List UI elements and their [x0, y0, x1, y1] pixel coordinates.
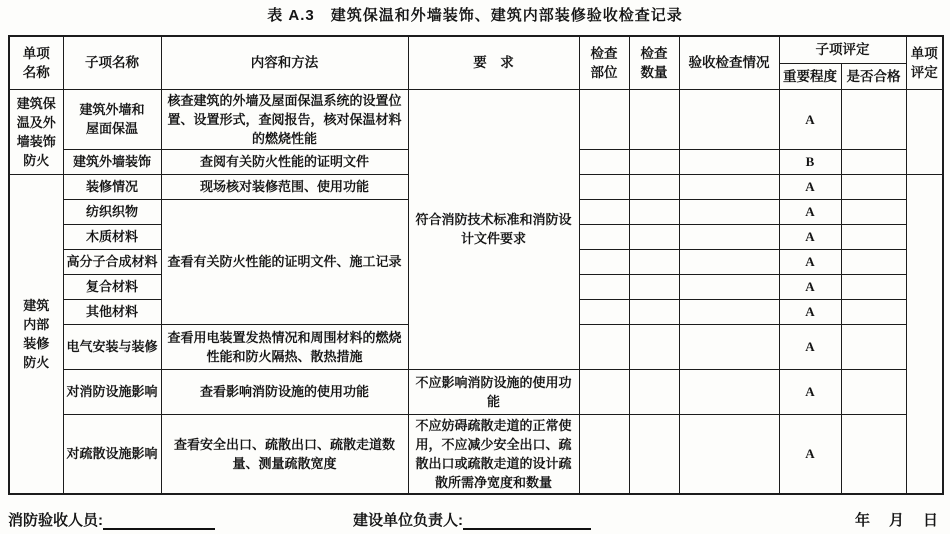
- group-name-insulation-label: 建筑保温及外墙装饰防火: [16, 95, 56, 168]
- acceptance-status-cell: [679, 199, 779, 224]
- check-quantity-cell: [629, 89, 679, 149]
- qualified-cell: [841, 324, 906, 369]
- group-name-interior-label: 建筑内部装修防火: [23, 297, 50, 370]
- requirement-cell: 不应影响消防设施的使用功能: [408, 369, 579, 414]
- acceptance-status-cell: [679, 299, 779, 324]
- check-location-cell: [579, 89, 629, 149]
- subitem-cell: 高分子合成材料: [63, 249, 161, 274]
- header-check-location: [579, 36, 629, 89]
- importance-value: A: [779, 414, 841, 494]
- subitem-cell: 其他材料: [63, 299, 161, 324]
- header-unit-rating-label: 单项评定: [910, 45, 938, 80]
- check-location-cell: [579, 149, 629, 174]
- header-check-quantity: [629, 36, 679, 89]
- check-quantity-cell: [629, 369, 679, 414]
- content-method-cell: 查看影响消防设施的使用功能: [161, 369, 408, 414]
- header-acceptance-status: 验收检查情况: [679, 36, 779, 89]
- group-name-interior: [9, 174, 63, 494]
- table-title: 表 A.3 建筑保温和外墙装饰、建筑内部装修验收检查记录: [267, 7, 683, 24]
- check-location-cell: [579, 199, 629, 224]
- acceptance-status-cell: [679, 369, 779, 414]
- qualified-cell: [841, 299, 906, 324]
- subitem-cell: 对消防设施影响: [63, 369, 161, 414]
- table-row: [9, 369, 943, 414]
- group-name-insulation: [9, 89, 63, 174]
- importance-value: A: [779, 369, 841, 414]
- builder-signature-line: [463, 511, 591, 530]
- header-subitem-rating: 子项评定: [779, 36, 906, 63]
- importance-value: B: [779, 149, 841, 174]
- importance-value: A: [779, 274, 841, 299]
- qualified-cell: [841, 369, 906, 414]
- header-content-method: 内容和方法: [161, 36, 408, 89]
- check-location-cell: [579, 274, 629, 299]
- subitem-cell: 电气安装与装修: [63, 324, 161, 369]
- signature-footer: [8, 508, 950, 530]
- header-importance: 重要程度: [779, 63, 841, 89]
- header-unit-name-label: 单项名称: [22, 45, 50, 80]
- check-quantity-cell: [629, 324, 679, 369]
- qualified-cell: [841, 174, 906, 199]
- check-quantity-cell: [629, 174, 679, 199]
- header-qualified: 是否合格: [841, 63, 906, 89]
- acceptance-status-cell: [679, 224, 779, 249]
- header-unit-name: [9, 36, 63, 89]
- acceptance-status-cell: [679, 274, 779, 299]
- subitem-cell: 建筑外墙装饰: [63, 149, 161, 174]
- content-method-cell: 查阅有关防火性能的证明文件: [161, 149, 408, 174]
- content-method-cell: 现场核对装修范围、使用功能: [161, 174, 408, 199]
- check-location-cell: [579, 174, 629, 199]
- acceptance-status-cell: [679, 149, 779, 174]
- content-method-cell: 核查建筑的外墙及屋面保温系统的设置位置、设置形式，查阅报告，核对保温材料的燃烧性能: [161, 89, 408, 149]
- acceptance-status-cell: [679, 414, 779, 494]
- qualified-cell: [841, 224, 906, 249]
- table-row: [9, 414, 943, 494]
- acceptance-status-cell: [679, 324, 779, 369]
- importance-value: A: [779, 89, 841, 149]
- check-quantity-cell: [629, 274, 679, 299]
- subitem-cell: [63, 89, 161, 149]
- check-location-cell: [579, 324, 629, 369]
- acceptance-status-cell: [679, 249, 779, 274]
- acceptance-status-cell: [679, 89, 779, 149]
- header-unit-rating: [906, 36, 943, 89]
- subitem-cell: 木质材料: [63, 224, 161, 249]
- builder-label: 建设单位负责人:: [353, 511, 463, 529]
- check-quantity-cell: [629, 149, 679, 174]
- importance-value: A: [779, 174, 841, 199]
- header-check-location-label: 检查部位: [590, 45, 618, 80]
- check-location-cell: [579, 369, 629, 414]
- qualified-cell: [841, 199, 906, 224]
- subitem-cell: 对疏散设施影响: [63, 414, 161, 494]
- date-label: 年 月 日: [854, 511, 940, 529]
- unit-rating-cell-group1: [906, 89, 943, 174]
- check-quantity-cell: [629, 414, 679, 494]
- subitem-cell: 复合材料: [63, 274, 161, 299]
- qualified-cell: [841, 274, 906, 299]
- check-location-cell: [579, 224, 629, 249]
- subitem-cell: 纺织织物: [63, 199, 161, 224]
- check-location-cell: [579, 299, 629, 324]
- check-location-cell: [579, 414, 629, 494]
- check-quantity-cell: [629, 299, 679, 324]
- content-method-cell-merged: 查看有关防火性能的证明文件、施工记录: [161, 199, 408, 324]
- content-method-cell: 查看安全出口、疏散出口、疏散走道数量、测量疏散宽度: [161, 414, 408, 494]
- header-subitem-name: 子项名称: [63, 36, 161, 89]
- check-location-cell: [579, 249, 629, 274]
- importance-value: A: [779, 224, 841, 249]
- importance-value: A: [779, 324, 841, 369]
- requirement-cell-general: 符合消防技术标准和消防设计文件要求: [408, 89, 579, 369]
- qualified-cell: [841, 89, 906, 149]
- importance-value: A: [779, 249, 841, 274]
- acceptance-record-table: [8, 35, 944, 495]
- qualified-cell: [841, 249, 906, 274]
- subitem-label: 建筑外墙和屋面保温: [79, 102, 145, 136]
- content-method-cell: 查看用电装置发热情况和周围材料的燃烧性能和防火隔热、散热措施: [161, 324, 408, 369]
- qualified-cell: [841, 414, 906, 494]
- subitem-cell: 装修情况: [63, 174, 161, 199]
- acceptance-status-cell: [679, 174, 779, 199]
- table-row: [9, 89, 943, 149]
- header-check-quantity-label: 检查数量: [640, 45, 668, 80]
- unit-rating-cell-group2: [906, 174, 943, 494]
- qualified-cell: [841, 149, 906, 174]
- check-quantity-cell: [629, 224, 679, 249]
- header-requirement: 要 求: [408, 36, 579, 89]
- importance-value: A: [779, 199, 841, 224]
- inspector-label: 消防验收人员:: [8, 511, 103, 529]
- check-quantity-cell: [629, 249, 679, 274]
- requirement-cell: 不应妨碍疏散走道的正常使用，不应减少安全出口、疏散出口或疏散走道的设计疏散所需净宽度和数量: [408, 414, 579, 494]
- importance-value: A: [779, 299, 841, 324]
- inspector-signature-line: [103, 511, 215, 530]
- check-quantity-cell: [629, 199, 679, 224]
